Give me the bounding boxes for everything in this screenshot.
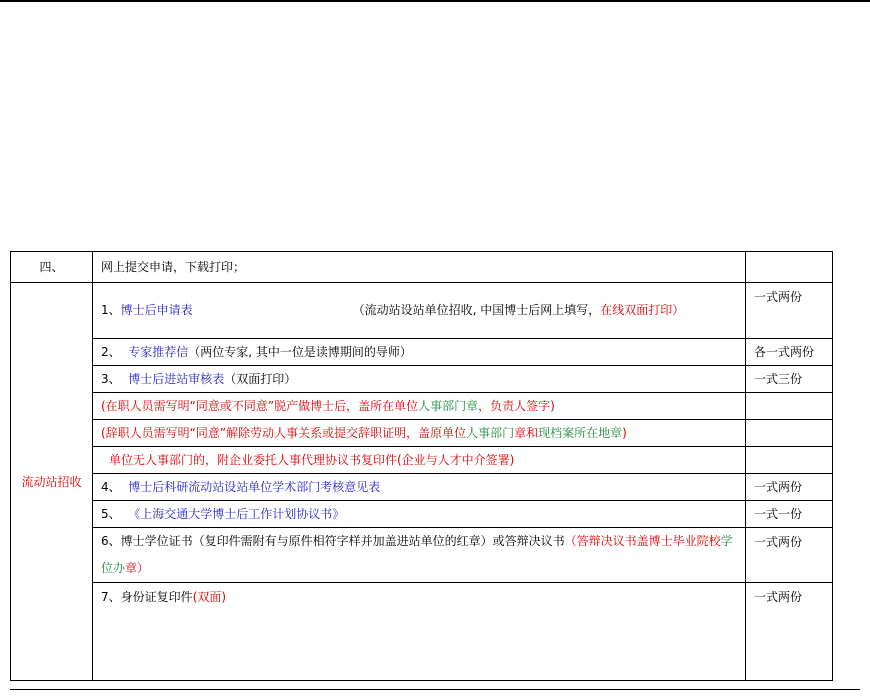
copies: 一式一份 (746, 501, 833, 528)
copies: 一式两份 (746, 283, 833, 339)
table-row (11, 252, 833, 283)
table-row (11, 393, 833, 420)
section-title: 网上提交申请，下载打印； (93, 252, 746, 283)
table-row (11, 447, 833, 474)
item-text: 5、 《上海交通大学博士后工作计划协议书》 (93, 501, 746, 528)
note-text: (在职人员需写明“同意或不同意”脱产做博士后，盖所在单位人事部门章，负责人签字) (93, 393, 746, 420)
top-rule (0, 0, 870, 2)
application-table (10, 251, 833, 681)
item-text: 3、 博士后进站审核表（双面打印） (93, 366, 746, 393)
table-row (11, 339, 833, 366)
bottom-rule (10, 689, 860, 690)
copies: 一式三份 (746, 366, 833, 393)
table-row (11, 366, 833, 393)
copies: 一式两份 (746, 474, 833, 501)
left-label: 流动站招收 (11, 283, 93, 681)
table-row (11, 283, 833, 339)
table-row (11, 528, 833, 583)
table-row (11, 583, 833, 681)
item-text: 6、博士学位证书（复印件需附有与原件相符字样并加盖进站单位的红章）或答辩决议书（答辩决议书盖博士毕业院校学位办章） (93, 528, 746, 583)
note-text: (辞职人员需写明“同意”解除劳动人事关系或提交辞职证明，盖原单位人事部门章和现档案所在地章) (93, 420, 746, 447)
item-text: 7、身份证复印件(双面) (93, 583, 746, 681)
item-text: 1、博士后申请表 （流动站设站单位招收, 中国博士后网上填写，在线双面打印） (93, 283, 746, 339)
copies: 一式两份 (746, 528, 833, 583)
item-text: 4、 博士后科研流动站设站单位学术部门考核意见表 (93, 474, 746, 501)
section-number: 四、 (11, 252, 93, 283)
table-row (11, 474, 833, 501)
copies: 一式两份 (746, 583, 833, 681)
item-text: 2、 专家推荐信（两位专家, 其中一位是读博期间的导师） (93, 339, 746, 366)
copies: 各一式两份 (746, 339, 833, 366)
table-row (11, 420, 833, 447)
note-text: 单位无人事部门的，附企业委托人事代理协议书复印件(企业与人才中介签署) (93, 447, 746, 474)
table-row (11, 501, 833, 528)
